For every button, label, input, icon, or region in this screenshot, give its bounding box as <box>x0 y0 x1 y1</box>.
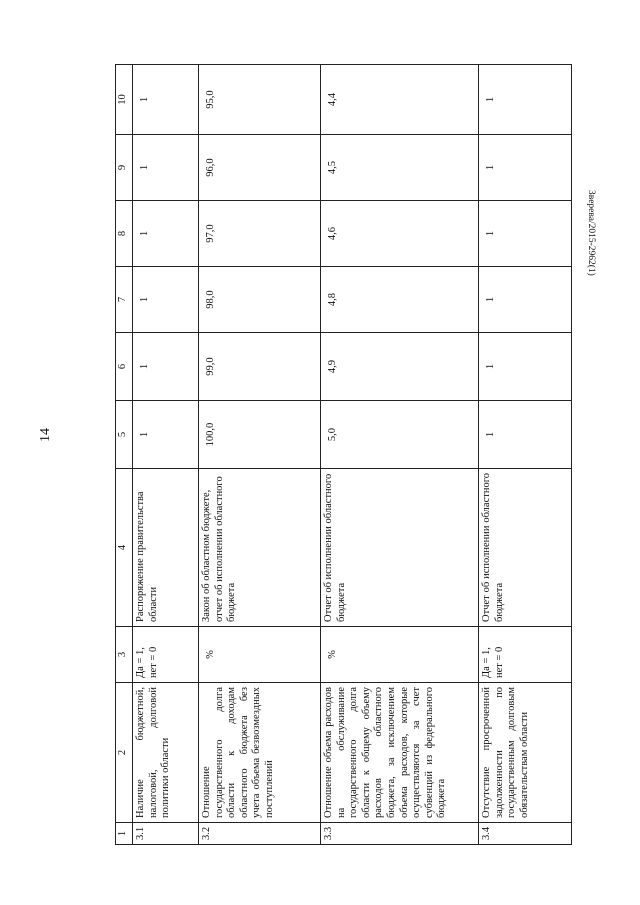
unit-cell: Да = 1, нет = 0 <box>133 627 199 683</box>
value-cell: 1 <box>479 267 572 333</box>
header-cell: 5 <box>116 401 133 469</box>
value-cell: 1 <box>133 135 199 201</box>
indicator-name: Наличие бюджетной, налоговой, долговой политики области <box>133 683 199 823</box>
value-cell: 1 <box>133 65 199 135</box>
header-cell: 7 <box>116 267 133 333</box>
source-cell: Распоряжение правительства области <box>133 469 199 627</box>
rotated-table-container <box>115 65 555 845</box>
value-cell: 1 <box>479 401 572 469</box>
table-row <box>321 65 479 845</box>
row-number: 3.3 <box>321 823 479 845</box>
unit-cell: Да = 1, нет = 0 <box>479 627 572 683</box>
value-cell: 4,6 <box>321 201 479 267</box>
value-cell: 100,0 <box>199 401 321 469</box>
header-cell: 8 <box>116 201 133 267</box>
document-reference: Зверева/2015-2962(1) <box>586 190 596 276</box>
table-row <box>133 65 199 845</box>
indicator-name: Отношение государственного долга области к доходам областного бюджета без учета объема безвозмездных поступлений <box>199 683 321 823</box>
unit-cell: % <box>321 627 479 683</box>
value-cell: 5,0 <box>321 401 479 469</box>
value-cell: 4,8 <box>321 267 479 333</box>
header-cell: 6 <box>116 333 133 401</box>
value-cell: 1 <box>133 333 199 401</box>
indicators-table <box>115 64 572 845</box>
table-row <box>199 65 321 845</box>
header-cell: 2 <box>116 683 133 823</box>
header-cell: 1 <box>116 823 133 845</box>
value-cell: 97,0 <box>199 201 321 267</box>
header-cell: 9 <box>116 135 133 201</box>
value-cell: 98,0 <box>199 267 321 333</box>
row-number: 3.4 <box>479 823 572 845</box>
unit-cell: % <box>199 627 321 683</box>
indicator-name: Отсутствие просроченной задолженности по государственным долговым обязательствам области <box>479 683 572 823</box>
value-cell: 1 <box>133 401 199 469</box>
value-cell: 1 <box>479 333 572 401</box>
source-cell: Закон об областном бюджете, отчет об исполнении областного бюджета <box>199 469 321 627</box>
value-cell: 4,4 <box>321 65 479 135</box>
table-row <box>479 65 572 845</box>
value-cell: 4,9 <box>321 333 479 401</box>
header-cell: 10 <box>116 65 133 135</box>
value-cell: 1 <box>479 65 572 135</box>
row-number: 3.1 <box>133 823 199 845</box>
value-cell: 1 <box>479 135 572 201</box>
source-cell: Отчет об исполнении областного бюджета <box>321 469 479 627</box>
header-cell: 4 <box>116 469 133 627</box>
value-cell: 1 <box>133 267 199 333</box>
indicator-name: Отношение объема расходов на обслуживание государственного долга области к общему объему расходов областного бюджета, за исключением объема расходов, которые осуществляются за счет субвенций из федерального бюджета <box>321 683 479 823</box>
page-number: 14 <box>38 428 53 442</box>
value-cell: 1 <box>479 201 572 267</box>
row-number: 3.2 <box>199 823 321 845</box>
value-cell: 96,0 <box>199 135 321 201</box>
value-cell: 95,0 <box>199 65 321 135</box>
header-cell: 3 <box>116 627 133 683</box>
table-header-row <box>116 65 133 845</box>
value-cell: 4,5 <box>321 135 479 201</box>
source-cell: Отчет об исполнении областного бюджета <box>479 469 572 627</box>
value-cell: 1 <box>133 201 199 267</box>
value-cell: 99,0 <box>199 333 321 401</box>
